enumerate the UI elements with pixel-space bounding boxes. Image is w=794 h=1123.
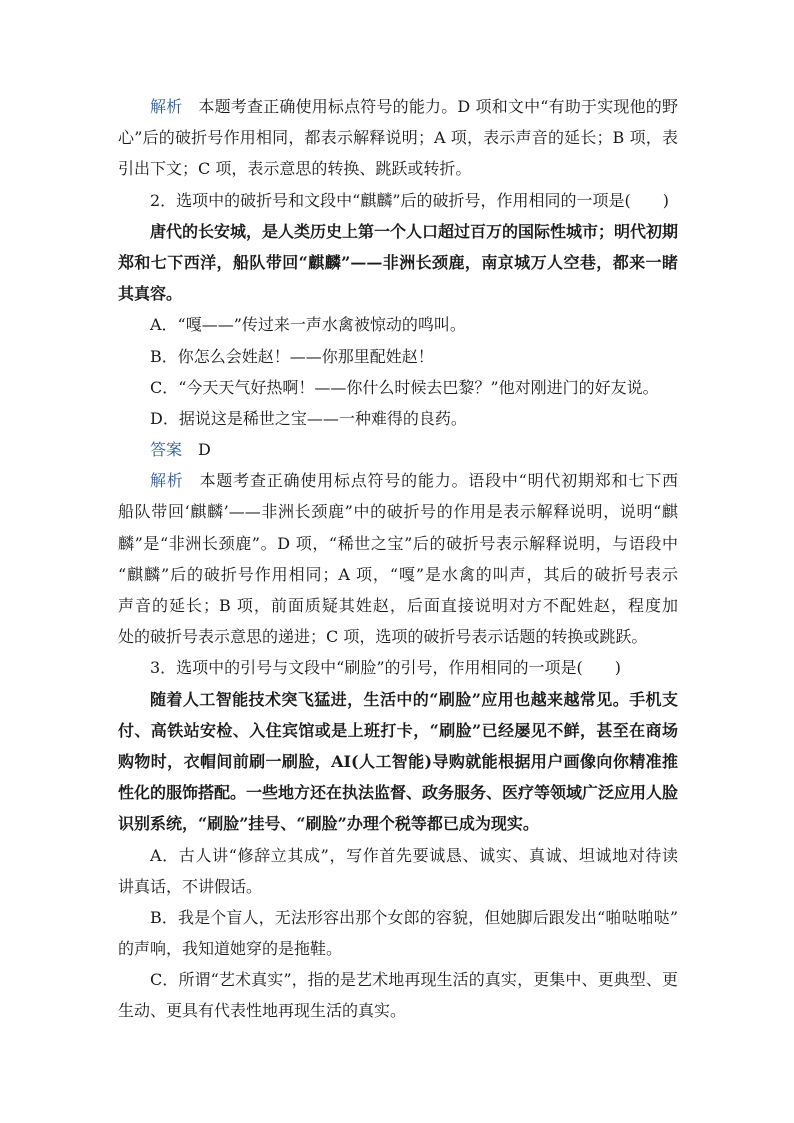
q3-option-a: [118, 840, 678, 902]
q2-passage-line-3: 其真容。: [118, 284, 183, 304]
q2-option-a: A．“嘎——”传过来一声水禽被惊动的鸣叫。: [150, 315, 466, 335]
q2-analysis-line-5: 声音的延长；B 项，前面质疑其姓赵，后面直接说明对方不配姓赵，程度加: [118, 596, 678, 615]
q2-analysis-line-3: 麟”是“非洲长颈鹿”。D 项，“稀世之宝”后的破折号表示解释说明，与语段中: [118, 533, 678, 553]
q2-question: [118, 185, 678, 216]
q2-option-b: B．你怎么会姓赵！——你那里配姓赵！: [150, 346, 434, 366]
q2-passage-line-1: 唐代的长安城，是人类历史上第一个人口超过百万的国际性城市；明代初期: [150, 221, 678, 241]
q2-answer-line: [118, 434, 678, 465]
q2-analysis-line-1: [118, 465, 678, 496]
analysis-label: 解析: [150, 471, 184, 491]
q2-analysis-text-1: 本题考查正确使用标点符号的能力。语段中“明代初期郑和七下西: [199, 471, 678, 491]
q3-option-c: [118, 964, 678, 1026]
q2-stem: 2．选项中的破折号和文段中“麒麟”后的破折号，作用相同的一项是( ): [150, 190, 670, 210]
q3-passage-line-5: 识别系统，“刷脸”挂号、“刷脸”办理个税等都已成为现实。: [118, 814, 539, 834]
q3-passage-line-4: 性化的服饰搭配。一些地方还在执法监督、政务服务、医疗等领域广泛应用人脸: [118, 783, 678, 803]
q1-analysis-text-1: 本题考查正确使用标点符号的能力。D 项和文中“有助于实现他的野: [198, 97, 678, 116]
q3-option-b-line-1: B．我是个盲人，无法形容出那个女郎的容貌，但她脚后跟发出“啪哒啪哒”: [150, 907, 678, 927]
q2-option-d: D．据说这是稀世之宝——一种难得的良药。: [150, 408, 467, 428]
q3-passage-line-1: 随着人工智能技术突飞猛进，生活中的“刷脸”应用也越来越常见。手机支: [150, 689, 678, 709]
q2-option-c: C．“今天天气好热啊！——你什么时候去巴黎？”他对刚进门的好友说。: [150, 377, 659, 397]
q3-option-a-line-1: A．古人讲“修辞立其成”，写作首先要诚恳、诚实、真诚、坦诚地对待读: [150, 845, 678, 865]
q3-option-c-line-2: 生动、更具有代表性地再现生活的真实。: [118, 1001, 407, 1021]
q2-analysis-line-6: 处的破折号表示意思的递进；C 项，选项的破折号表示话题的转换或跳跃。: [118, 627, 648, 647]
q2-analysis: [118, 465, 678, 652]
q2-analysis-line-4: “麒麟”后的破折号作用相同；A 项，“嘎”是水禽的叫声，其后的破折号表示: [118, 564, 678, 584]
q2-answer: [118, 434, 678, 465]
q3-passage-line-2: 付、高铁站安检、入住宾馆或是上班打卡，“刷脸”已经屡见不鲜，甚至在商场: [118, 720, 678, 740]
q2-analysis-line-2: 船队带回‘麒麟’——非洲长颈鹿”中的破折号的作用是表示解释说明，说明“麒: [118, 502, 678, 522]
q3-option-c-line-1: C．所谓“艺术真实”，指的是艺术地再现生活的真实，更集中、更典型、更: [150, 970, 678, 990]
q3-option-b-line-2: 的声响，我知道她穿的是拖鞋。: [118, 939, 343, 959]
q1-analysis-line-1: [118, 91, 678, 122]
q1-analysis-line-3: 引出下文；C 项，表示意思的转换、跳跃或转折。: [118, 159, 472, 179]
document-body: [118, 91, 678, 1027]
analysis-label: 解析: [150, 97, 183, 116]
answer-label: 答案: [150, 440, 183, 460]
q3-question: [118, 652, 678, 683]
q1-analysis: [118, 91, 678, 185]
q3-passage: [118, 684, 678, 840]
q3-stem: 3．选项中的引号与文段中“刷脸”的引号，作用相同的一项是( ): [150, 658, 622, 678]
q3-passage-line-3: 购物时，衣帽间前刷一刷脸，AI(人工智能)导购就能根据用户画像向你精准推: [118, 751, 678, 771]
q2-passage: [118, 216, 678, 310]
q3-option-a-line-2: 讲真话，不讲假话。: [118, 876, 263, 896]
q1-analysis-line-2: 心”后的破折号作用相同，都表示解释说明；A 项，表示声音的延长；B 项，表: [118, 128, 678, 148]
q2-options: [118, 309, 678, 434]
q2-passage-line-2: 郑和七下西洋，船队带回“麒麟”——非洲长颈鹿，南京城万人空巷，都来一睹: [118, 252, 678, 272]
answer-value: D: [198, 440, 211, 460]
q3-option-b: [118, 902, 678, 964]
